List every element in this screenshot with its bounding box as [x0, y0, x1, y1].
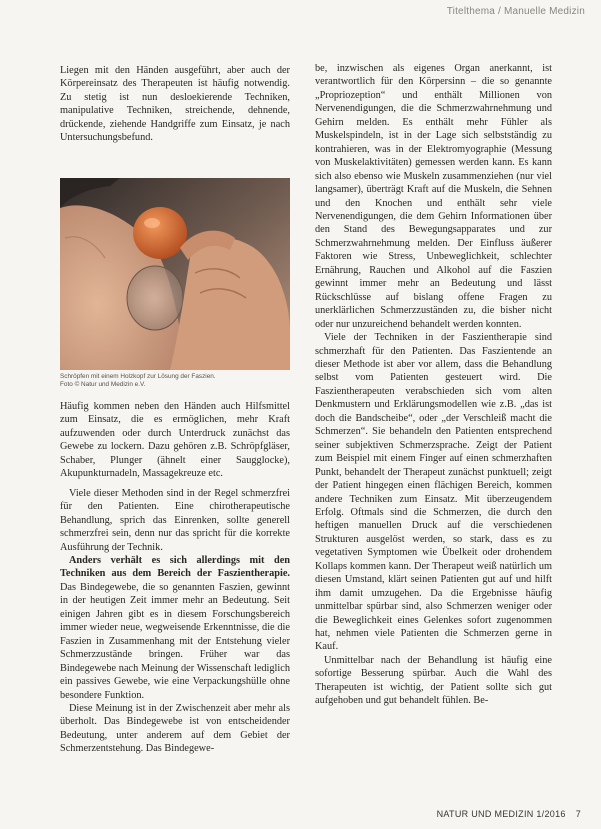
paragraph: Viele dieser Methoden sind in der Regel schmerzfrei für den Patienten. Eine chirotherapeutische Behandlung, sprich das Einrenken, sollte generell schmerzfrei sein, denn nur das spricht für die korrekte Ausführung der Technik.: [60, 487, 290, 553]
paragraph: Diese Meinung ist in der Zwischenzeit aber mehr als überholt. Das Bindegewebe ist von entscheidender Bedeutung, unter anderem auf dem Gebiet der Schmerzentstehung. Das Bindegewe-: [60, 702, 290, 755]
page-footer: [437, 809, 581, 819]
section-header: Titelthema / Manuelle Medizin: [446, 6, 585, 17]
paragraph: be, inzwischen als eigenes Organ anerkannt, ist verantwortlich für den Körpersinn – die so genannte „Propriozeption“ und enthält Millionen von Nervenendigungen, die die Schmerzwahrnehmung und Gehirn melden. Es enthält mehr Fühler als Muskelspindeln, ist in der Lage sich selbstständig zu kontrahieren, was in der Elektromyographie (Messung von Muskelaktivitäten) gemessen werden kann. Es kann sich also ebenso wie Muskeln zusammenziehen (nur viel langsamer), überträgt Kraft auf die Muskeln, die Sehnen und den Knochen und enthält sehr viele Nervenendigungen, die dem Gehirn Informationen über den Stand des Bewegungsapparates und zur Schmerzwahrnehmung melden. Der Einfluss äußerer Faktoren wie Stress, Unbeweglichkeit, schlechter Ernährung, Rauchen und Alkohol auf die Faszien gewinnt immer mehr an Bedeutung und lässt Rückschlüsse auf bislang offene Fragen zu unerklärlichen Schmerzzuständen zu, die bisher nicht oder nur unzureichend behandelt werden konnten.: [315, 63, 552, 330]
caption-line: Schröpfen mit einem Holzkopf zur Lösung der Faszien.: [60, 373, 216, 380]
left-column-bottom: [60, 400, 290, 756]
journal-issue: NATUR UND MEDIZIN 1/2016: [436, 809, 566, 819]
photo-caption: [60, 373, 290, 389]
paragraph: Unmittelbar nach der Behandlung ist häufig eine sofortige Besserung spürbar. Auch die Wahl des Therapeuten ist wichtig, der Patient sollte sich gut aufgehoben und gut behandelt fühlen. Be-: [315, 654, 552, 707]
paragraph: Häufig kommen neben den Händen auch Hilfsmittel zum Einsatz, die es ermöglichen, mehr Kraft aufzuwenden oder durch Unterdruck zunächst das Gewebe zu lockern. Dazu gehören z.B. Schröpfgläser, Schaber, Plunger (ähnelt einer Saugglocke), Akupunkturnadeln, Massagekreuze etc.: [60, 401, 290, 480]
paragraph-faszien: [60, 554, 290, 702]
caption-credit: Foto © Natur und Medizin e.V.: [60, 381, 146, 389]
paragraph: Viele der Techniken in der Faszientherapie sind schmerzhaft für den Patienten. Das Faszientende an dieser Methode ist aber vor allem, dass die Behandlung selbst vom Patienten gesteuert wird. Die Faszientherapeuten verabschieden sich vom alten Denkmustern und Erklärungsmodellen wie z.B. „das ist doch die Bandscheibe“, oder „der Verschleiß macht die Schmerzen“. Sie behandeln den Patienten entsprechend seiner subjektiven Schmerzsprache. Zeigt der Patient zum Beispiel mit einem Finger auf einen schmerzhaften Punkt, behandelt der Therapeut zunächst punktuell; zeigt der Patient hingegen einen flächigen Bereich, kommen andere Techniken zum Einsatz. Mit überzeugendem Erfolg. Oftmals sind die Schmerzen, die durch den heftigen manuellen Druck auf die verschiedenen Strukturen ausgelöst werden, so stark, dass es zu vegetativen Symptomen wie Übelkeit oder drohendem Kollaps kommen kann. Der Therapeut weiß natürlich um diesen Umstand, klärt seinen Patienten gut auf und hilft ihm damit umzugehen. Da die Ergebnisse häufig unmittelbar spürbar sind, also Schmerzen weniger oder die Beweglichkeit eines Gelenkes sofort zugenommen hat, nehmen viele Patienten die Schmerzen gerne in Kauf.: [315, 332, 552, 653]
bold-lead: Anders verhält es sich allerdings mit den Techniken aus dem Bereich der Faszientherapie.: [60, 554, 290, 580]
cupping-photo-image: [60, 178, 290, 370]
paragraph-text: Das Bindegewebe, die so genannten Faszien, gewinnt in der heutigen Zeit immer mehr an Bedeutung. Seit einigen Jahren gibt es in diesem Forschungsbereich immer wieder neue, wegweisende Erkenntnisse, die die Faszien in Zusammenhang mit der Entstehung vieler Schmerzzustände bringen. Früher war das Bindegewebe nach Meinung der Wissenschaft lediglich ein passives Gewebe, wie eine Verpackungshülle ohne besondere Funktion.: [60, 581, 290, 701]
paragraph: Liegen mit den Händen ausgeführt, aber auch der Körpereinsatz des Therapeuten ist häufig notwendig. Zu stetig ist nun desloekierende Techniken, manipulative Techniken, streichende, dehnende, drückende, ziehende Handgriffe zum Einsatz, je nach Untersuchungsbefund.: [60, 65, 290, 144]
right-column: [315, 62, 552, 708]
cupping-photo: [60, 178, 290, 370]
left-column-top: [60, 64, 290, 145]
page-number: 7: [575, 809, 581, 819]
